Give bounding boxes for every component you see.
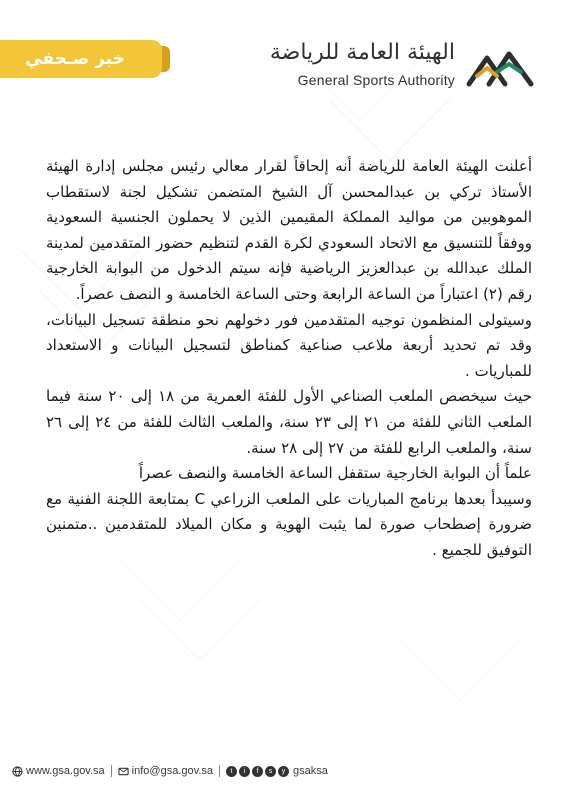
twitter-icon[interactable]: t [226,766,237,777]
facebook-icon[interactable]: f [252,766,263,777]
press-release-body [46,154,532,564]
snapchat-icon[interactable]: s [265,766,276,777]
youtube-icon[interactable]: y [278,766,289,777]
globe-icon [12,766,23,777]
footer-divider [111,765,112,777]
paragraph-registration: وسيتولى المنظمون توجيه المتقدمين فور دخولهم نحو منطقة تسجيل البيانات، وقد تم تحديد أربعة ملاعب صناعية كمناطق لتسجيل البيانات و الاستعداد للمباريات . [46,310,532,380]
website-link[interactable]: www.gsa.gov.sa [26,765,105,777]
footer-contact [12,762,328,780]
footer-divider [219,765,220,777]
paragraph-matches: وسيبدأ بعدها برنامج المباريات على الملعب الزراعي C بمتابعة اللجنة الفنية مع ضرورة إصطحاب صورة لما يثبت الهوية و مكان الميلاد للمتقدمين ..متمنين التوفيق للجميع . [46,489,532,559]
paragraph-announcement: أعلنت الهيئة العامة للرياضة أنه إلحاقاً لقرار معالي رئيس مجلس إدارة الهيئة الأستاذ تركي بن عبدالمحسن آل الشيخ المتضمن تشكيل لجنة لاستقطاب الموهوبين من مواليد المملكة المقيمين الذين لا يحملون الجنسية السعودية ووفقاً للتنسيق مع الاتحاد السعودي لكرة القدم لتنظيم حضور المتقدمين لمدينة الملك عبدالله بن عبدالعزيز الرياضية فإنه سيتم الدخول من البوابة الخارجية رقم (٢) اعتباراً من الساعة الرابعة وحتى الساعة الخامسة و النصف عصراً. [46,157,532,303]
badge-label: خبر صـحفي [25,49,125,69]
org-name-arabic: الهيئة العامة للرياضة [269,40,455,65]
press-release-badge [0,40,162,78]
org-name-english: General Sports Authority [297,72,455,88]
social-handle[interactable]: gsaksa [292,765,328,777]
paragraph-age-groups: حيث سيخصص الملعب الصناعي الأول للفئة العمرية من ١٨ إلى ٢٠ سنة فيما الملعب الثاني للفئة من ٢١ إلى ٢٣ سنة، والملعب الثالث للفئة من ٢٤ إلى ٢٦ سنة، والملعب الرابع للفئة من ٢٧ إلى ٢٨ سنة. [46,387,532,457]
instagram-icon[interactable]: i [239,766,250,777]
paragraph-gate-closing: علماً أن البوابة الخارجية ستقفل الساعة الخامسة والنصف عصراً [138,464,532,483]
email-link[interactable]: info@gsa.gov.sa [131,765,213,777]
email-icon [118,766,129,777]
gsa-logo-icon [465,44,537,90]
